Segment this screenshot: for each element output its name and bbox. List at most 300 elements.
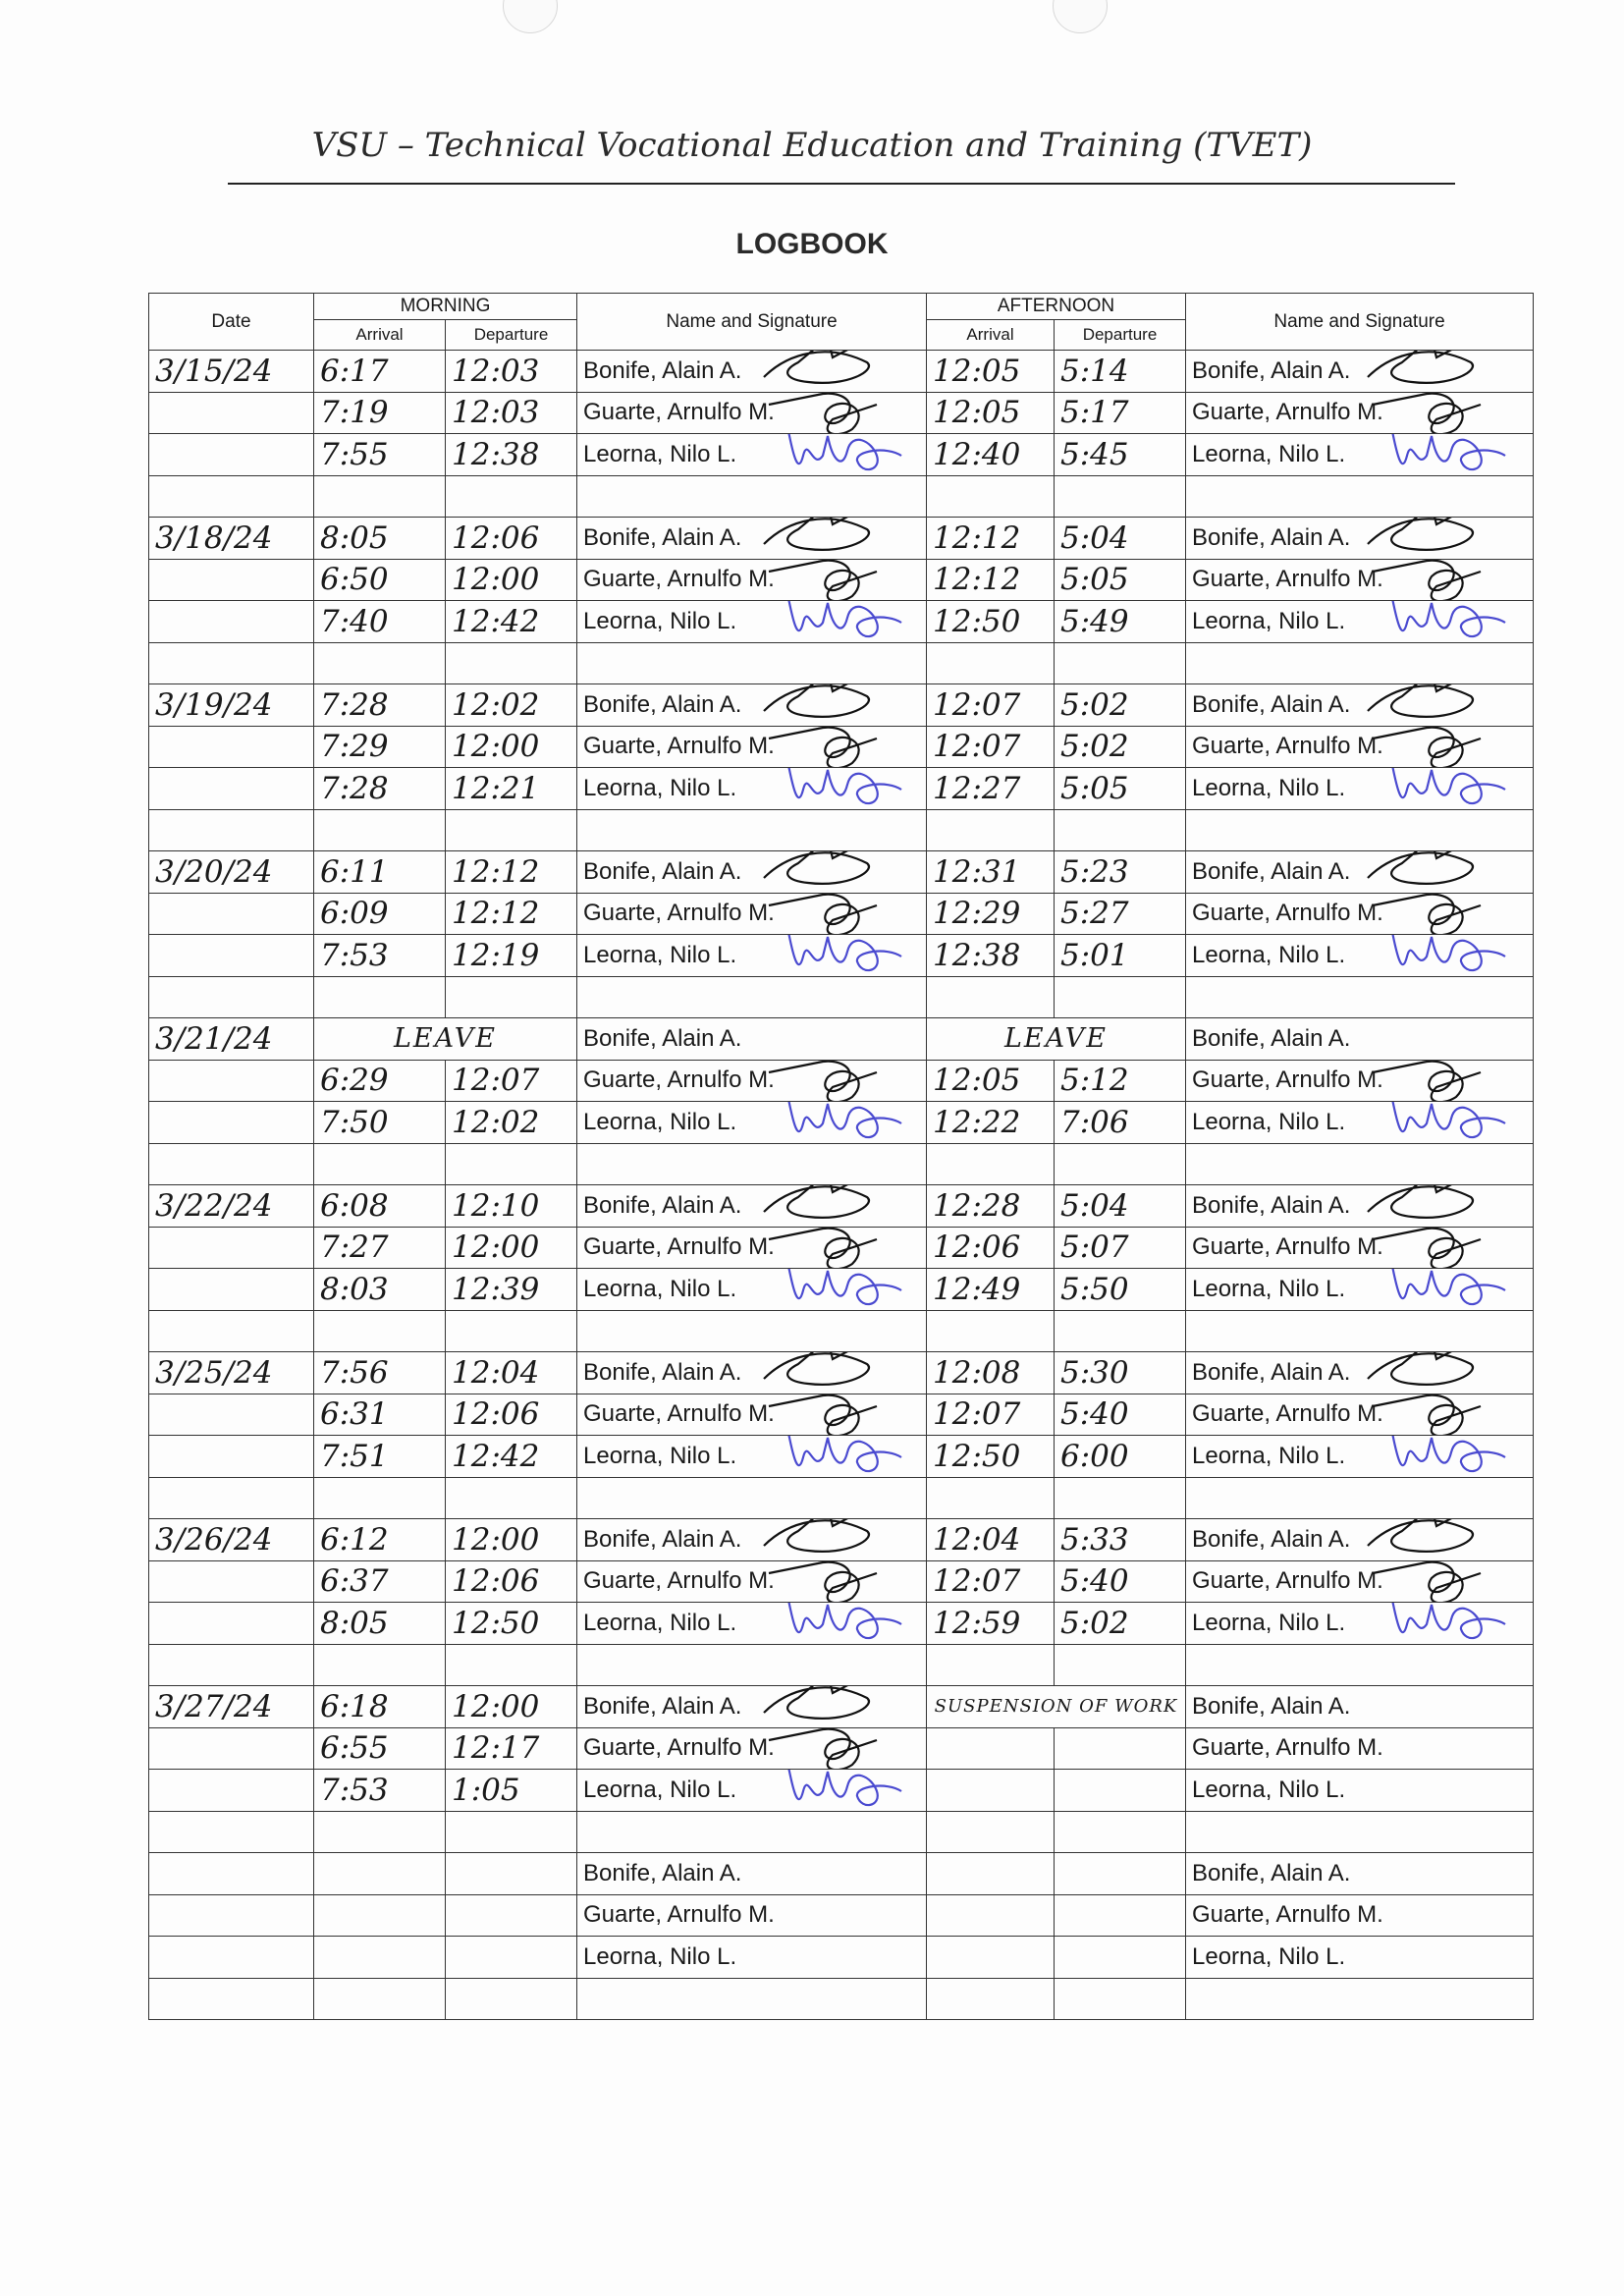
person-name: Bonife, Alain A. xyxy=(583,523,742,551)
am-arrival-time: 6:55 xyxy=(314,1727,446,1770)
date-cell: 3/22/24 xyxy=(149,1185,314,1228)
person-name: Guarte, Arnulfo M. xyxy=(583,1400,775,1428)
name-signature-am xyxy=(577,1436,927,1478)
date-cell xyxy=(149,1560,314,1603)
pm-departure-time xyxy=(1055,1853,1186,1895)
pm-arrival-time: 12:31 xyxy=(927,851,1055,894)
handwritten-signature xyxy=(1382,768,1510,810)
blank-cell xyxy=(446,809,577,851)
am-departure-time: 12:00 xyxy=(446,1227,577,1269)
pm-departure-time: 5:05 xyxy=(1055,559,1186,601)
handwritten-signature xyxy=(759,851,887,894)
person-name: Guarte, Arnulfo M. xyxy=(1192,1567,1383,1595)
date-cell xyxy=(149,475,314,518)
date-cell xyxy=(149,893,314,935)
am-departure-time: 12:50 xyxy=(446,1603,577,1645)
logbook-body xyxy=(149,351,1534,2020)
header-afternoon: AFTERNOON xyxy=(927,294,1186,320)
am-arrival-time: 7:28 xyxy=(314,768,446,810)
date-cell xyxy=(149,726,314,768)
person-name: Guarte, Arnulfo M. xyxy=(1192,1734,1383,1762)
pm-arrival-time: 12:38 xyxy=(927,935,1055,977)
name-signature-pm xyxy=(1186,351,1534,393)
handwritten-signature xyxy=(759,392,887,434)
name-signature-pm xyxy=(1186,1436,1534,1478)
pm-note: SUSPENSION OF WORK xyxy=(927,1686,1186,1728)
person-name: Bonife, Alain A. xyxy=(583,857,742,885)
am-arrival-time xyxy=(314,1853,446,1895)
pm-departure-time: 5:23 xyxy=(1055,851,1186,894)
date-cell: 3/20/24 xyxy=(149,851,314,894)
date-cell xyxy=(149,1603,314,1645)
person-name: Leorna, Nilo L. xyxy=(583,941,737,968)
pm-departure-time: 5:14 xyxy=(1055,351,1186,393)
name-signature-am xyxy=(577,1894,927,1937)
name-signature-pm xyxy=(1186,1853,1534,1895)
date-cell: 3/21/24 xyxy=(149,1018,314,1061)
person-name: Leorna, Nilo L. xyxy=(583,1609,737,1636)
blank-cell xyxy=(577,1978,927,2020)
name-signature-pm xyxy=(1186,1394,1534,1436)
am-arrival-time: 7:56 xyxy=(314,1352,446,1394)
blank-cell xyxy=(577,1477,927,1519)
handwritten-signature xyxy=(1382,1603,1510,1645)
blank-cell xyxy=(927,1644,1055,1686)
blank-cell xyxy=(927,475,1055,518)
handwritten-signature xyxy=(759,1727,887,1770)
am-arrival-time: 6:12 xyxy=(314,1519,446,1561)
person-name: Leorna, Nilo L. xyxy=(1192,607,1346,634)
name-signature-am xyxy=(577,434,927,476)
pm-arrival-time: 12:12 xyxy=(927,518,1055,560)
table-row xyxy=(149,1519,1534,1561)
handwritten-signature xyxy=(759,559,887,601)
name-signature-am xyxy=(577,1686,927,1728)
date-cell: 3/15/24 xyxy=(149,351,314,393)
blank-cell xyxy=(1055,1143,1186,1185)
name-signature-pm xyxy=(1186,1185,1534,1228)
blank-cell xyxy=(577,1143,927,1185)
person-name: Guarte, Arnulfo M. xyxy=(1192,1400,1383,1428)
blank-cell xyxy=(1186,642,1534,684)
header-name-signature-pm: Name and Signature xyxy=(1186,294,1534,351)
person-name: Guarte, Arnulfo M. xyxy=(1192,566,1383,593)
person-name: Leorna, Nilo L. xyxy=(1192,1275,1346,1302)
name-signature-am xyxy=(577,1018,927,1061)
person-name: Bonife, Alain A. xyxy=(1192,1191,1351,1219)
person-name: Bonife, Alain A. xyxy=(583,1024,742,1052)
handwritten-signature xyxy=(779,1102,906,1144)
blank-cell xyxy=(314,642,446,684)
name-signature-am xyxy=(577,1102,927,1144)
am-departure-time: 12:10 xyxy=(446,1185,577,1228)
am-departure-time: 12:04 xyxy=(446,1352,577,1394)
handwritten-signature xyxy=(759,1352,887,1394)
pm-departure-time: 5:49 xyxy=(1055,601,1186,643)
am-arrival-time: 7:50 xyxy=(314,1102,446,1144)
name-signature-am xyxy=(577,1519,927,1561)
blank-cell xyxy=(927,976,1055,1018)
date-cell xyxy=(149,1060,314,1102)
name-signature-pm xyxy=(1186,1102,1534,1144)
person-name: Leorna, Nilo L. xyxy=(1192,1108,1346,1135)
person-name: Bonife, Alain A. xyxy=(583,1525,742,1553)
am-departure-time: 12:12 xyxy=(446,893,577,935)
blank-cell xyxy=(446,1644,577,1686)
header-morning: MORNING xyxy=(314,294,577,320)
handwritten-signature xyxy=(1363,684,1490,727)
name-signature-am xyxy=(577,518,927,560)
person-name: Leorna, Nilo L. xyxy=(583,1942,737,1970)
pm-arrival-time: 12:28 xyxy=(927,1185,1055,1228)
person-name: Leorna, Nilo L. xyxy=(583,440,737,467)
am-departure-time: 12:00 xyxy=(446,559,577,601)
table-row xyxy=(149,1394,1534,1436)
blank-cell xyxy=(1186,1477,1534,1519)
person-name: Bonife, Alain A. xyxy=(1192,523,1351,551)
person-name: Bonife, Alain A. xyxy=(1192,690,1351,718)
blank-cell xyxy=(1055,475,1186,518)
date-cell xyxy=(149,434,314,476)
table-row xyxy=(149,434,1534,476)
table-row xyxy=(149,559,1534,601)
table-row xyxy=(149,684,1534,727)
table-row xyxy=(149,601,1534,643)
blank-cell xyxy=(446,1978,577,2020)
blank-cell xyxy=(927,642,1055,684)
table-row xyxy=(149,518,1534,560)
blank-cell xyxy=(927,1477,1055,1519)
date-cell xyxy=(149,1227,314,1269)
pm-departure-time: 5:07 xyxy=(1055,1227,1186,1269)
punch-hole xyxy=(503,0,558,33)
pm-arrival-time: 12:29 xyxy=(927,893,1055,935)
handwritten-signature xyxy=(1382,1102,1510,1144)
person-name: Guarte, Arnulfo M. xyxy=(583,1734,775,1762)
date-cell xyxy=(149,1937,314,1979)
am-arrival-time: 6:31 xyxy=(314,1394,446,1436)
person-name: Guarte, Arnulfo M. xyxy=(583,1233,775,1261)
blank-cell xyxy=(314,475,446,518)
pm-arrival-time: 12:07 xyxy=(927,684,1055,727)
handwritten-signature xyxy=(1363,1352,1490,1394)
person-name: Bonife, Alain A. xyxy=(1192,857,1351,885)
handwritten-signature xyxy=(759,518,887,560)
blank-cell xyxy=(1055,1644,1186,1686)
table-row xyxy=(149,1811,1534,1853)
date-cell xyxy=(149,809,314,851)
name-signature-am xyxy=(577,1937,927,1979)
am-departure-time: 12:19 xyxy=(446,935,577,977)
person-name: Leorna, Nilo L. xyxy=(583,1108,737,1135)
blank-cell xyxy=(446,642,577,684)
person-name: Leorna, Nilo L. xyxy=(1192,440,1346,467)
name-signature-pm xyxy=(1186,1727,1534,1770)
header-am-arrival: Arrival xyxy=(314,320,446,351)
blank-cell xyxy=(314,1143,446,1185)
pm-note: LEAVE xyxy=(927,1018,1186,1061)
blank-cell xyxy=(577,475,927,518)
handwritten-signature xyxy=(1382,434,1510,476)
person-name: Guarte, Arnulfo M. xyxy=(1192,900,1383,927)
date-cell xyxy=(149,1477,314,1519)
person-name: Guarte, Arnulfo M. xyxy=(583,900,775,927)
name-signature-am xyxy=(577,1394,927,1436)
person-name: Bonife, Alain A. xyxy=(583,1358,742,1386)
table-row xyxy=(149,1853,1534,1895)
blank-cell xyxy=(446,475,577,518)
am-departure-time: 12:02 xyxy=(446,684,577,727)
pm-arrival-time xyxy=(927,1853,1055,1895)
name-signature-pm xyxy=(1186,1352,1534,1394)
date-cell xyxy=(149,642,314,684)
date-cell xyxy=(149,1894,314,1937)
am-departure-time: 12:39 xyxy=(446,1269,577,1311)
am-departure-time: 12:03 xyxy=(446,392,577,434)
handwritten-signature xyxy=(1382,1436,1510,1478)
date-cell xyxy=(149,1853,314,1895)
person-name: Guarte, Arnulfo M. xyxy=(1192,1066,1383,1094)
blank-cell xyxy=(446,1310,577,1352)
pm-departure-time: 7:06 xyxy=(1055,1102,1186,1144)
person-name: Bonife, Alain A. xyxy=(583,1692,742,1720)
person-name: Bonife, Alain A. xyxy=(1192,1358,1351,1386)
name-signature-pm xyxy=(1186,935,1534,977)
name-signature-am xyxy=(577,893,927,935)
pm-departure-time: 5:40 xyxy=(1055,1560,1186,1603)
handwritten-signature xyxy=(759,1227,887,1269)
name-signature-am xyxy=(577,684,927,727)
blank-cell xyxy=(314,1477,446,1519)
am-departure-time: 12:21 xyxy=(446,768,577,810)
pm-departure-time: 5:45 xyxy=(1055,434,1186,476)
pm-departure-time xyxy=(1055,1894,1186,1937)
pm-departure-time: 5:12 xyxy=(1055,1060,1186,1102)
am-departure-time: 12:02 xyxy=(446,1102,577,1144)
pm-departure-time: 6:00 xyxy=(1055,1436,1186,1478)
handwritten-signature xyxy=(779,1603,906,1645)
table-row xyxy=(149,893,1534,935)
person-name: Leorna, Nilo L. xyxy=(1192,941,1346,968)
pm-departure-time: 5:40 xyxy=(1055,1394,1186,1436)
date-cell xyxy=(149,935,314,977)
name-signature-pm xyxy=(1186,1937,1534,1979)
table-row xyxy=(149,1770,1534,1812)
pm-arrival-time: 12:08 xyxy=(927,1352,1055,1394)
table-row xyxy=(149,642,1534,684)
name-signature-pm xyxy=(1186,1603,1534,1645)
blank-cell xyxy=(927,1310,1055,1352)
date-cell xyxy=(149,1143,314,1185)
pm-arrival-time: 12:05 xyxy=(927,351,1055,393)
logbook-table xyxy=(148,293,1534,2020)
person-name: Guarte, Arnulfo M. xyxy=(583,1567,775,1595)
pm-arrival-time: 12:59 xyxy=(927,1603,1055,1645)
pm-arrival-time: 12:05 xyxy=(927,1060,1055,1102)
name-signature-pm xyxy=(1186,1227,1534,1269)
pm-arrival-time xyxy=(927,1937,1055,1979)
pm-departure-time: 5:04 xyxy=(1055,518,1186,560)
pm-departure-time: 5:50 xyxy=(1055,1269,1186,1311)
date-cell xyxy=(149,768,314,810)
blank-cell xyxy=(1055,1477,1186,1519)
handwritten-signature xyxy=(779,601,906,643)
handwritten-signature xyxy=(779,1269,906,1311)
name-signature-pm xyxy=(1186,768,1534,810)
name-signature-am xyxy=(577,392,927,434)
pm-departure-time xyxy=(1055,1727,1186,1770)
handwritten-signature xyxy=(779,935,906,977)
pm-departure-time: 5:02 xyxy=(1055,726,1186,768)
pm-departure-time: 5:17 xyxy=(1055,392,1186,434)
date-cell xyxy=(149,1727,314,1770)
table-row xyxy=(149,976,1534,1018)
am-departure-time: 12:06 xyxy=(446,1560,577,1603)
person-name: Leorna, Nilo L. xyxy=(583,774,737,801)
table-row xyxy=(149,935,1534,977)
person-name: Bonife, Alain A. xyxy=(583,1191,742,1219)
am-departure-time: 12:38 xyxy=(446,434,577,476)
person-name: Leorna, Nilo L. xyxy=(583,607,737,634)
person-name: Leorna, Nilo L. xyxy=(1192,1609,1346,1636)
name-signature-pm xyxy=(1186,1770,1534,1812)
handwritten-signature xyxy=(779,434,906,476)
am-departure-time: 12:07 xyxy=(446,1060,577,1102)
person-name: Guarte, Arnulfo M. xyxy=(1192,733,1383,760)
person-name: Guarte, Arnulfo M. xyxy=(583,566,775,593)
date-cell xyxy=(149,1770,314,1812)
am-arrival-time: 6:17 xyxy=(314,351,446,393)
name-signature-am xyxy=(577,851,927,894)
blank-cell xyxy=(1186,1811,1534,1853)
blank-cell xyxy=(927,1978,1055,2020)
table-row xyxy=(149,1143,1534,1185)
pm-arrival-time: 12:12 xyxy=(927,559,1055,601)
name-signature-am xyxy=(577,1185,927,1228)
date-cell xyxy=(149,1436,314,1478)
name-signature-am xyxy=(577,1727,927,1770)
date-cell: 3/19/24 xyxy=(149,684,314,727)
handwritten-signature xyxy=(759,684,887,727)
table-row xyxy=(149,1644,1534,1686)
person-name: Bonife, Alain A. xyxy=(583,690,742,718)
blank-cell xyxy=(1186,1143,1534,1185)
handwritten-signature xyxy=(759,893,887,935)
pm-departure-time: 5:02 xyxy=(1055,684,1186,727)
pm-arrival-time: 12:04 xyxy=(927,1519,1055,1561)
pm-departure-time: 5:30 xyxy=(1055,1352,1186,1394)
handwritten-signature xyxy=(1363,518,1490,560)
blank-cell xyxy=(446,1811,577,1853)
page-heading: LOGBOOK xyxy=(735,228,889,260)
am-arrival-time: 7:27 xyxy=(314,1227,446,1269)
date-cell xyxy=(149,976,314,1018)
name-signature-am xyxy=(577,768,927,810)
name-signature-am xyxy=(577,1227,927,1269)
name-signature-am xyxy=(577,1560,927,1603)
table-row xyxy=(149,1227,1534,1269)
handwritten-signature xyxy=(759,1519,887,1561)
date-cell xyxy=(149,1394,314,1436)
person-name: Leorna, Nilo L. xyxy=(1192,1942,1346,1970)
pm-departure-time: 5:01 xyxy=(1055,935,1186,977)
am-departure-time: 1:05 xyxy=(446,1770,577,1812)
name-signature-am xyxy=(577,1853,927,1895)
blank-cell xyxy=(446,1477,577,1519)
person-name: Leorna, Nilo L. xyxy=(1192,1776,1346,1803)
blank-cell xyxy=(446,976,577,1018)
blank-cell xyxy=(314,1310,446,1352)
table-row xyxy=(149,1436,1534,1478)
table-row xyxy=(149,392,1534,434)
am-arrival-time: 7:29 xyxy=(314,726,446,768)
name-signature-am xyxy=(577,1770,927,1812)
am-arrival-time: 8:05 xyxy=(314,518,446,560)
blank-cell xyxy=(1186,809,1534,851)
punch-hole xyxy=(1053,0,1108,33)
blank-cell xyxy=(577,1644,927,1686)
table-row xyxy=(149,1727,1534,1770)
table-row xyxy=(149,1560,1534,1603)
person-name: Bonife, Alain A. xyxy=(1192,1859,1351,1886)
table-row xyxy=(149,1269,1534,1311)
pm-arrival-time xyxy=(927,1894,1055,1937)
table-row xyxy=(149,1978,1534,2020)
handwritten-signature xyxy=(759,726,887,768)
name-signature-am xyxy=(577,1352,927,1394)
am-departure-time: 12:42 xyxy=(446,601,577,643)
person-name: Guarte, Arnulfo M. xyxy=(583,1901,775,1929)
blank-cell xyxy=(927,809,1055,851)
blank-cell xyxy=(1186,1978,1534,2020)
name-signature-am xyxy=(577,351,927,393)
person-name: Leorna, Nilo L. xyxy=(1192,1442,1346,1469)
blank-cell xyxy=(1055,1811,1186,1853)
am-arrival-time: 6:11 xyxy=(314,851,446,894)
name-signature-pm xyxy=(1186,1686,1534,1728)
table-row xyxy=(149,1937,1534,1979)
blank-cell xyxy=(1055,809,1186,851)
am-arrival-time xyxy=(314,1894,446,1937)
blank-cell xyxy=(314,1978,446,2020)
pm-departure-time: 5:04 xyxy=(1055,1185,1186,1228)
name-signature-pm xyxy=(1186,559,1534,601)
handwritten-signature xyxy=(1363,1519,1490,1561)
table-row xyxy=(149,809,1534,851)
pm-arrival-time: 12:50 xyxy=(927,601,1055,643)
table-row xyxy=(149,1352,1534,1394)
header-pm-arrival: Arrival xyxy=(927,320,1055,351)
am-departure-time: 12:06 xyxy=(446,1394,577,1436)
pm-departure-time: 5:33 xyxy=(1055,1519,1186,1561)
handwritten-signature xyxy=(759,1394,887,1436)
document-title: VSU – Technical Vocational Education and Training (TVET) xyxy=(311,126,1313,165)
handwritten-signature xyxy=(1382,935,1510,977)
am-arrival-time: 6:50 xyxy=(314,559,446,601)
pm-departure-time xyxy=(1055,1770,1186,1812)
person-name: Bonife, Alain A. xyxy=(1192,356,1351,384)
table-row xyxy=(149,768,1534,810)
table-row xyxy=(149,726,1534,768)
blank-cell xyxy=(1186,976,1534,1018)
name-signature-am xyxy=(577,1603,927,1645)
am-arrival-time: 7:28 xyxy=(314,684,446,727)
pm-departure-time: 5:02 xyxy=(1055,1603,1186,1645)
handwritten-signature xyxy=(1363,351,1490,393)
date-cell: 3/26/24 xyxy=(149,1519,314,1561)
name-signature-pm xyxy=(1186,684,1534,727)
header-date: Date xyxy=(149,294,314,351)
